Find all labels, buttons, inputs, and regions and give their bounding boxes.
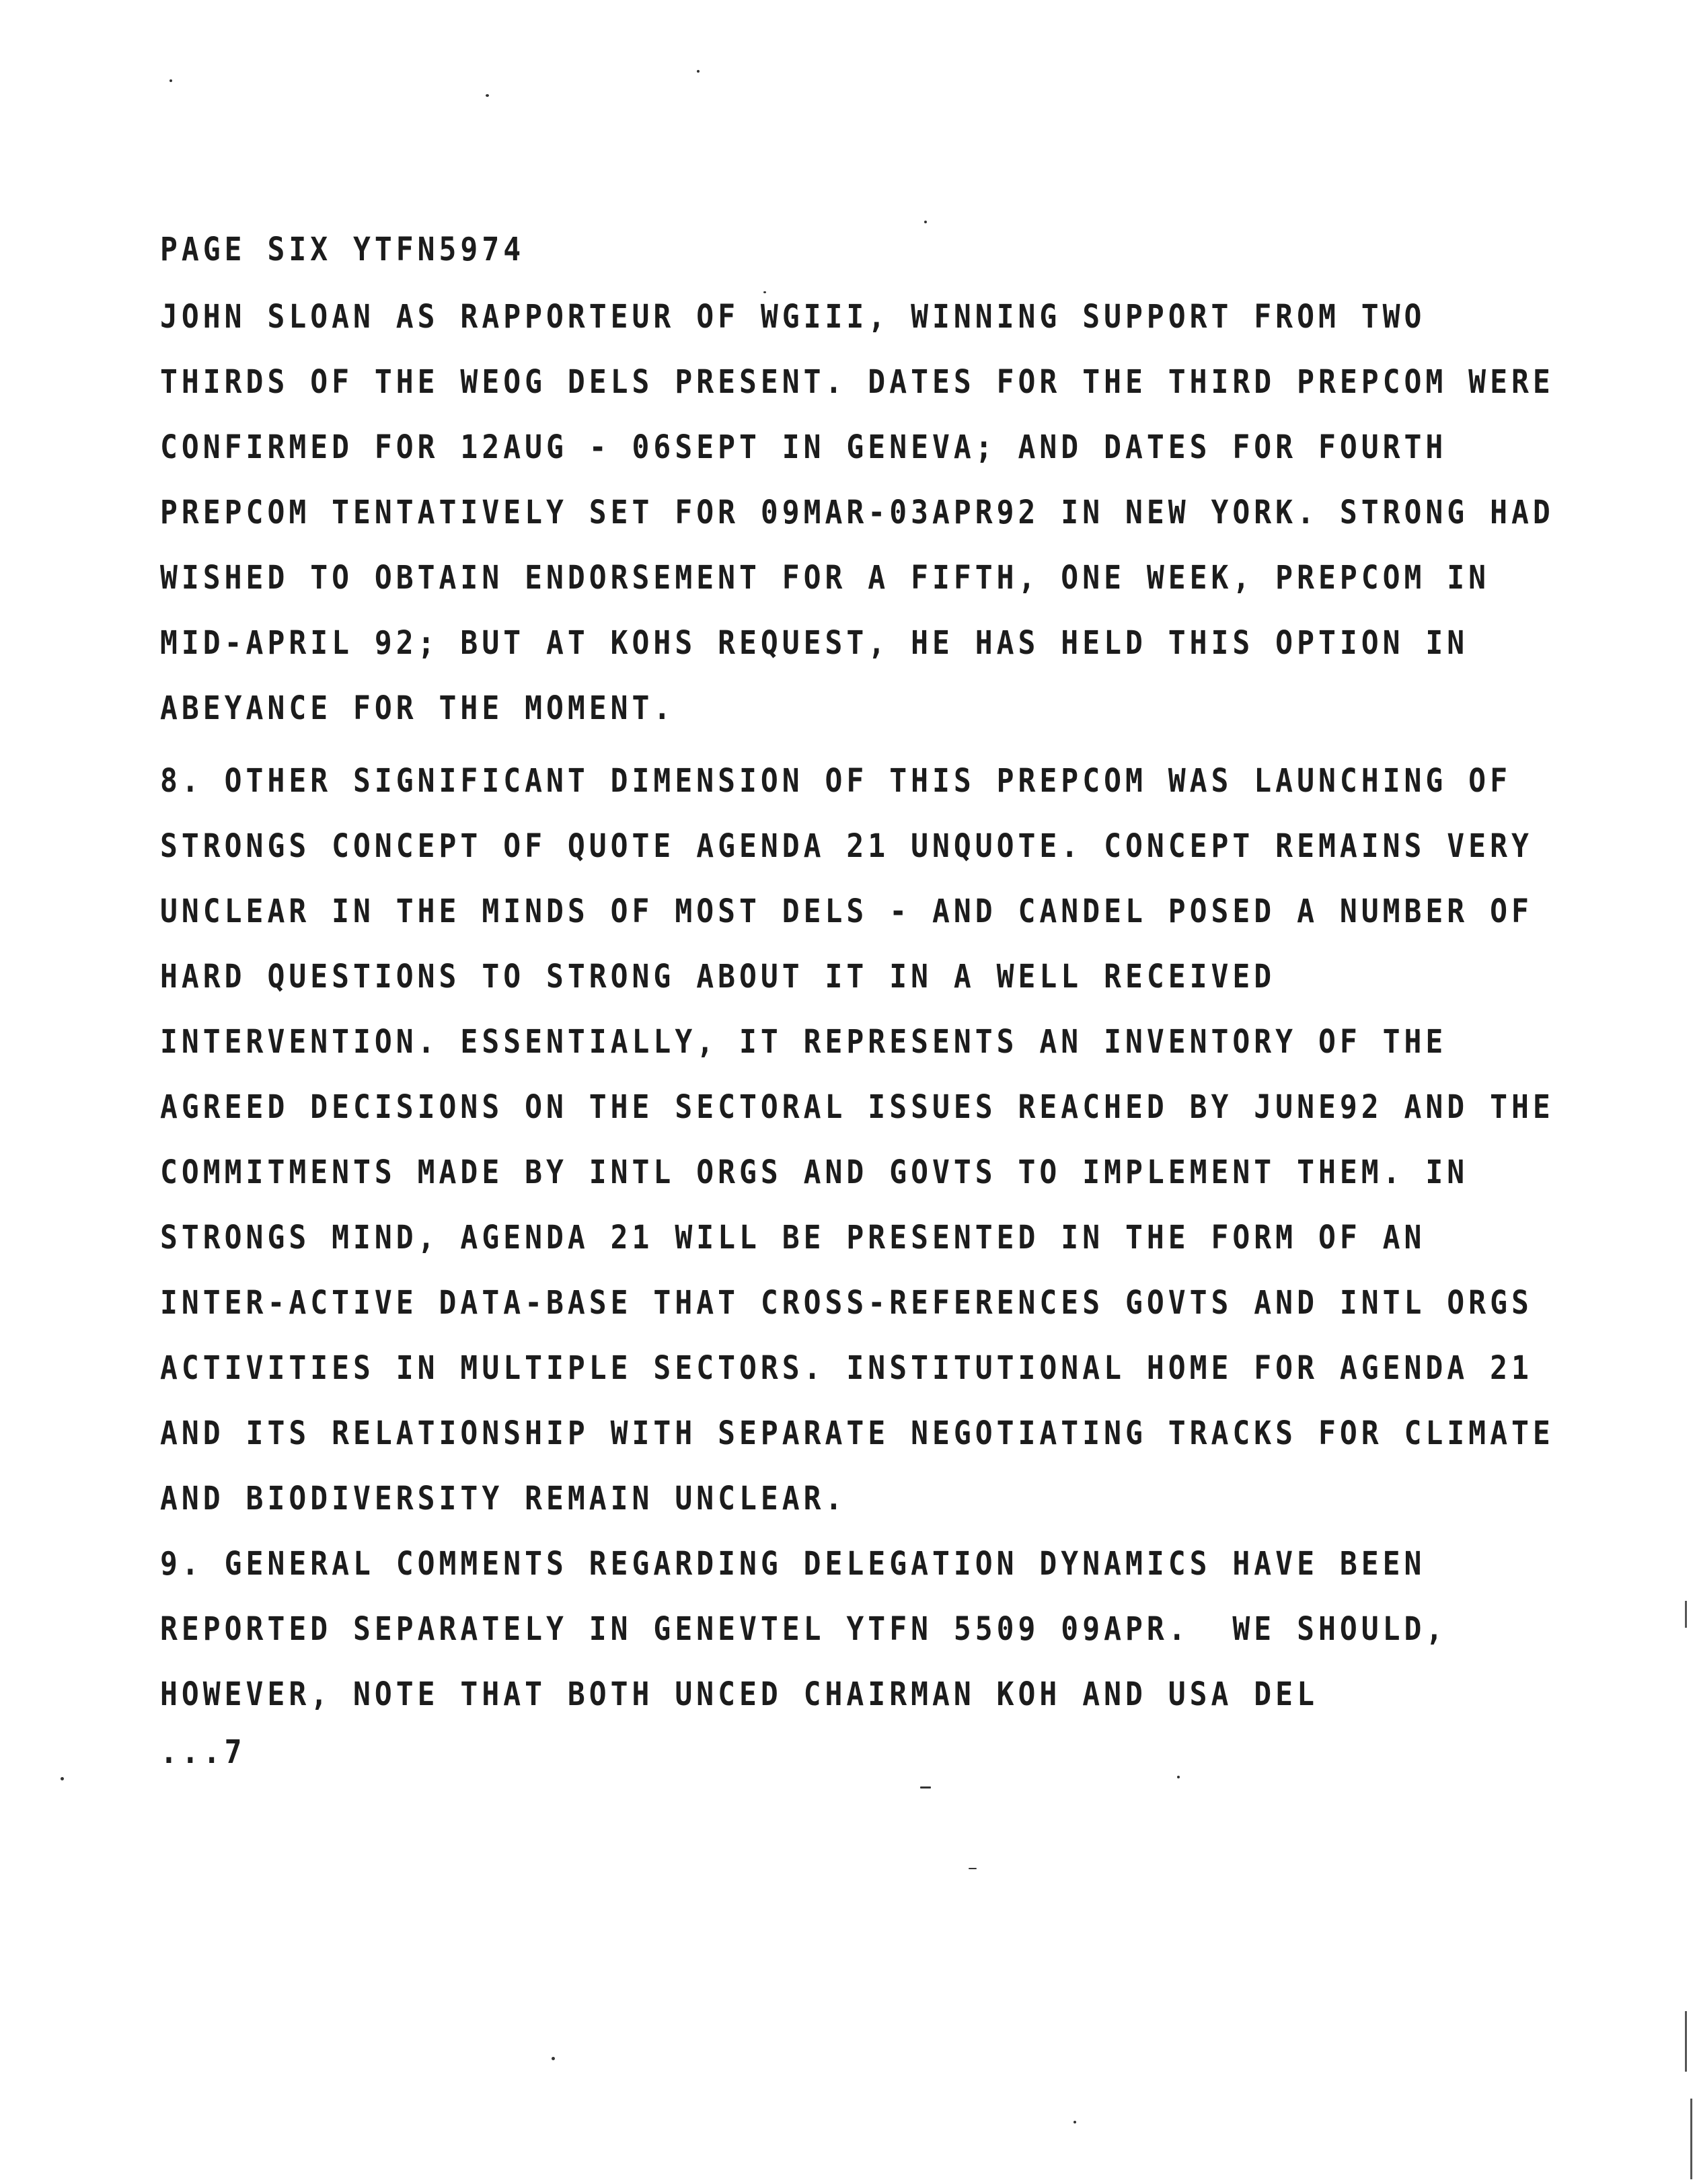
scan-speck bbox=[697, 70, 700, 73]
scan-edge-mark bbox=[1685, 2011, 1687, 2072]
scan-speck bbox=[920, 1786, 931, 1788]
scan-speck bbox=[1177, 1776, 1180, 1778]
text-line: INTER-ACTIVE DATA-BASE THAT CROSS-REFERENCES GOVTS AND INTL ORGS bbox=[160, 1284, 1533, 1322]
text-line: MID-APRIL 92; BUT AT KOHS REQUEST, HE HAS HELD THIS OPTION IN bbox=[160, 624, 1469, 663]
page-header: PAGE SIX YTFN5974 bbox=[160, 231, 525, 269]
text-line: THIRDS OF THE WEOG DELS PRESENT. DATES FOR THE THIRD PREPCOM WERE bbox=[160, 363, 1554, 402]
text-line: ABEYANCE FOR THE MOMENT. bbox=[160, 689, 675, 728]
text-line: AND ITS RELATIONSHIP WITH SEPARATE NEGOTIATING TRACKS FOR CLIMATE bbox=[160, 1415, 1554, 1453]
continuation-marker: ...7 bbox=[160, 1733, 246, 1772]
text-line: JOHN SLOAN AS RAPPORTEUR OF WGIII, WINNING SUPPORT FROM TWO bbox=[160, 298, 1426, 336]
text-line: PREPCOM TENTATIVELY SET FOR 09MAR-03APR92 IN NEW YORK. STRONG HAD bbox=[160, 494, 1554, 532]
paragraph-8-line: 8. OTHER SIGNIFICANT DIMENSION OF THIS PREPCOM WAS LAUNCHING OF bbox=[160, 762, 1511, 800]
text-line: UNCLEAR IN THE MINDS OF MOST DELS - AND CANDEL POSED A NUMBER OF bbox=[160, 893, 1533, 931]
text-line: WISHED TO OBTAIN ENDORSEMENT FOR A FIFTH, ONE WEEK, PREPCOM IN bbox=[160, 559, 1491, 597]
text-line: CONFIRMED FOR 12AUG - 06SEPT IN GENEVA; AND DATES FOR FOURTH bbox=[160, 428, 1447, 467]
text-line: INTERVENTION. ESSENTIALLY, IT REPRESENTS AN INVENTORY OF THE bbox=[160, 1023, 1447, 1061]
scan-edge-mark bbox=[1690, 2099, 1692, 2179]
scan-speck bbox=[1074, 2121, 1076, 2123]
text-line: AGREED DECISIONS ON THE SECTORAL ISSUES REACHED BY JUNE92 AND THE bbox=[160, 1088, 1554, 1127]
text-line: COMMITMENTS MADE BY INTL ORGS AND GOVTS TO IMPLEMENT THEM. IN bbox=[160, 1154, 1469, 1192]
text-line: ACTIVITIES IN MULTIPLE SECTORS. INSTITUTIONAL HOME FOR AGENDA 21 bbox=[160, 1349, 1533, 1388]
scan-speck bbox=[552, 2057, 555, 2060]
text-line: STRONGS CONCEPT OF QUOTE AGENDA 21 UNQUOTE. CONCEPT REMAINS VERY bbox=[160, 827, 1533, 866]
text-line: HOWEVER, NOTE THAT BOTH UNCED CHAIRMAN KOH AND USA DEL bbox=[160, 1675, 1318, 1714]
scan-speck bbox=[763, 291, 766, 293]
scan-speck bbox=[61, 1777, 64, 1780]
text-line: AND BIODIVERSITY REMAIN UNCLEAR. bbox=[160, 1480, 847, 1518]
scan-speck bbox=[486, 94, 489, 97]
scan-speck bbox=[924, 221, 927, 223]
text-line: STRONGS MIND, AGENDA 21 WILL BE PRESENTED IN THE FORM OF AN bbox=[160, 1219, 1426, 1257]
paragraph-9-line: 9. GENERAL COMMENTS REGARDING DELEGATION DYNAMICS HAVE BEEN bbox=[160, 1545, 1426, 1583]
scan-speck bbox=[170, 79, 172, 82]
scan-speck bbox=[969, 1868, 977, 1869]
text-line: REPORTED SEPARATELY IN GENEVTEL YTFN 5509 09APR. WE SHOULD, bbox=[160, 1610, 1447, 1649]
scan-edge-mark bbox=[1685, 1601, 1687, 1628]
text-line: HARD QUESTIONS TO STRONG ABOUT IT IN A WELL RECEIVED bbox=[160, 958, 1276, 996]
